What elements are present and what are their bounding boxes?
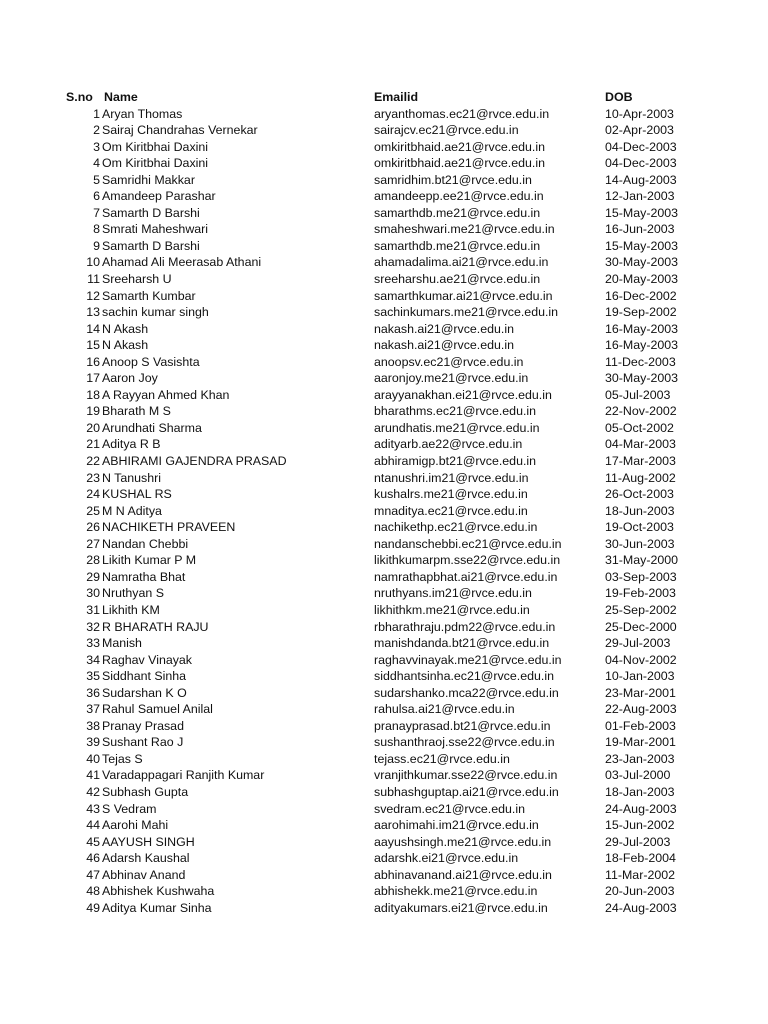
table-row bbox=[66, 436, 715, 453]
row-email: pranayprasad.bt21@rvce.edu.in bbox=[374, 718, 551, 733]
row-email: abhiramigp.bt21@rvce.edu.in bbox=[374, 454, 537, 469]
row-sno: 23 bbox=[86, 470, 100, 485]
row-name: Arundhati Sharma bbox=[102, 420, 202, 435]
table-row bbox=[66, 701, 715, 718]
table-row bbox=[66, 767, 715, 784]
table-row bbox=[66, 619, 715, 636]
row-email: samarthdb.me21@rvce.edu.in bbox=[374, 238, 541, 253]
row-sno: 49 bbox=[86, 900, 100, 915]
row-sno: 11 bbox=[87, 272, 100, 287]
row-sno: 44 bbox=[86, 818, 100, 833]
row-sno: 45 bbox=[86, 834, 100, 849]
row-dob: 10-Apr-2003 bbox=[605, 106, 674, 121]
table-row bbox=[66, 155, 715, 172]
row-sno: 39 bbox=[86, 735, 100, 750]
table-row bbox=[66, 139, 715, 156]
row-name: Likith Kumar P M bbox=[102, 553, 197, 568]
row-sno: 24 bbox=[86, 487, 100, 502]
row-email: svedram.ec21@rvce.edu.in bbox=[374, 801, 526, 816]
row-dob: 15-May-2003 bbox=[605, 205, 679, 220]
row-email: namrathapbhat.ai21@rvce.edu.in bbox=[374, 569, 558, 584]
row-email: rbharathraju.pdm22@rvce.edu.in bbox=[374, 619, 556, 634]
row-sno: 32 bbox=[86, 619, 100, 634]
row-dob: 19-Oct-2003 bbox=[605, 520, 674, 535]
row-email: likithkumarpm.sse22@rvce.edu.in bbox=[374, 553, 561, 568]
row-email: aryanthomas.ec21@rvce.edu.in bbox=[374, 106, 550, 121]
table-row bbox=[66, 354, 715, 371]
row-name: Abhinav Anand bbox=[102, 867, 186, 882]
row-name: Anoop S Vasishta bbox=[102, 354, 200, 369]
row-sno: 37 bbox=[86, 702, 100, 717]
table-row bbox=[66, 817, 715, 834]
row-sno: 34 bbox=[86, 652, 100, 667]
table-row bbox=[66, 801, 715, 818]
table-row bbox=[66, 188, 715, 205]
row-name: ABHIRAMI GAJENDRA PRASAD bbox=[102, 454, 287, 469]
table-row bbox=[66, 668, 715, 685]
row-name: N Akash bbox=[102, 321, 149, 336]
row-email: nakash.ai21@rvce.edu.in bbox=[374, 338, 515, 353]
row-email: mnaditya.ec21@rvce.edu.in bbox=[374, 503, 528, 518]
row-sno: 30 bbox=[86, 586, 100, 601]
row-email: aarohimahi.im21@rvce.edu.in bbox=[374, 818, 539, 833]
row-email: raghavvinayak.me21@rvce.edu.in bbox=[374, 652, 562, 667]
row-name: Nruthyan S bbox=[102, 586, 164, 601]
row-sno: 35 bbox=[86, 669, 100, 684]
table-row bbox=[66, 784, 715, 801]
row-sno: 33 bbox=[86, 636, 100, 651]
table-row bbox=[66, 238, 715, 255]
row-name: Sudarshan K O bbox=[102, 685, 187, 700]
row-dob: 29-Jul-2003 bbox=[605, 636, 671, 651]
row-name: AAYUSH SINGH bbox=[102, 834, 195, 849]
row-dob: 29-Jul-2003 bbox=[605, 834, 671, 849]
row-name: R BHARATH RAJU bbox=[102, 619, 209, 634]
table-row bbox=[66, 486, 715, 503]
row-dob: 11-Aug-2002 bbox=[605, 470, 676, 485]
row-sno: 31 bbox=[86, 602, 100, 617]
row-name: N Akash bbox=[102, 338, 149, 353]
row-sno: 16 bbox=[86, 354, 100, 369]
header-row bbox=[66, 89, 715, 106]
row-name: Om Kiritbhai Daxini bbox=[102, 139, 209, 154]
table-row bbox=[66, 106, 715, 123]
row-sno: 20 bbox=[86, 420, 100, 435]
row-name: Siddhant Sinha bbox=[102, 669, 187, 684]
row-dob: 31-May-2000 bbox=[605, 553, 679, 568]
row-name: Tejas S bbox=[102, 751, 143, 766]
row-dob: 25-Sep-2002 bbox=[605, 602, 677, 617]
row-sno: 22 bbox=[86, 454, 100, 469]
row-dob: 18-Jun-2003 bbox=[605, 503, 675, 518]
row-email: sachinkumars.me21@rvce.edu.in bbox=[374, 305, 559, 320]
table-row bbox=[66, 403, 715, 420]
table-row bbox=[66, 503, 715, 520]
row-dob: 15-May-2003 bbox=[605, 238, 679, 253]
row-dob: 30-Jun-2003 bbox=[605, 536, 675, 551]
table-row bbox=[66, 850, 715, 867]
row-name: Om Kiritbhai Daxini bbox=[102, 156, 209, 171]
row-sno: 9 bbox=[93, 238, 100, 253]
row-name: Subhash Gupta bbox=[102, 784, 189, 799]
row-sno: 27 bbox=[86, 536, 100, 551]
table-row bbox=[66, 122, 715, 139]
row-dob: 04-Nov-2002 bbox=[605, 652, 677, 667]
row-sno: 14 bbox=[86, 321, 100, 336]
row-sno: 12 bbox=[86, 288, 100, 303]
header-name: Name bbox=[104, 90, 138, 104]
row-dob: 22-Nov-2002 bbox=[605, 404, 677, 419]
row-dob: 02-Apr-2003 bbox=[605, 123, 674, 138]
row-email: samridhim.bt21@rvce.edu.in bbox=[374, 172, 532, 187]
row-name: Samridhi Makkar bbox=[102, 172, 195, 187]
row-dob: 03-Sep-2003 bbox=[605, 569, 677, 584]
row-dob: 04-Dec-2003 bbox=[605, 139, 677, 154]
table-row bbox=[66, 900, 715, 917]
row-dob: 23-Mar-2001 bbox=[605, 685, 676, 700]
row-email: amandeepp.ee21@rvce.edu.in bbox=[374, 189, 544, 204]
row-sno: 43 bbox=[86, 801, 100, 816]
row-name: Rahul Samuel Anilal bbox=[102, 702, 213, 717]
row-dob: 23-Jan-2003 bbox=[605, 751, 675, 766]
row-sno: 6 bbox=[93, 189, 100, 204]
row-name: Amandeep Parashar bbox=[102, 189, 216, 204]
table-row bbox=[66, 602, 715, 619]
row-name: Sairaj Chandrahas Vernekar bbox=[102, 123, 258, 138]
table-body bbox=[66, 106, 715, 917]
row-sno: 13 bbox=[86, 305, 100, 320]
row-dob: 30-May-2003 bbox=[605, 371, 679, 386]
row-email: ahamadalima.ai21@rvce.edu.in bbox=[374, 255, 549, 270]
row-email: vranjithkumar.sse22@rvce.edu.in bbox=[374, 768, 558, 783]
row-email: arundhatis.me21@rvce.edu.in bbox=[374, 420, 540, 435]
table-row bbox=[66, 370, 715, 387]
header-sno: S.no bbox=[66, 90, 93, 104]
row-dob: 16-Jun-2003 bbox=[605, 222, 675, 237]
table-row bbox=[66, 172, 715, 189]
row-name: Raghav Vinayak bbox=[102, 652, 193, 667]
row-dob: 25-Dec-2000 bbox=[605, 619, 677, 634]
row-sno: 5 bbox=[93, 172, 100, 187]
row-name: Namratha Bhat bbox=[102, 569, 186, 584]
row-email: aaronjoy.me21@rvce.edu.in bbox=[374, 371, 529, 386]
row-email: samarthkumar.ai21@rvce.edu.in bbox=[374, 288, 553, 303]
row-dob: 16-May-2003 bbox=[605, 338, 679, 353]
row-name: Aarohi Mahi bbox=[102, 818, 169, 833]
row-email: subhashguptap.ai21@rvce.edu.in bbox=[374, 784, 559, 799]
row-sno: 42 bbox=[86, 784, 100, 799]
row-name: Smrati Maheshwari bbox=[102, 222, 209, 237]
row-dob: 19-Feb-2003 bbox=[605, 586, 676, 601]
row-name: S Vedram bbox=[102, 801, 157, 816]
row-email: sairajcv.ec21@rvce.edu.in bbox=[374, 123, 519, 138]
row-dob: 24-Aug-2003 bbox=[605, 900, 677, 915]
row-sno: 7 bbox=[93, 205, 100, 220]
row-email: nandanschebbi.ec21@rvce.edu.in bbox=[374, 536, 562, 551]
row-sno: 4 bbox=[93, 156, 100, 171]
table-row bbox=[66, 569, 715, 586]
table-row bbox=[66, 536, 715, 553]
row-email: adityarb.ae22@rvce.edu.in bbox=[374, 437, 523, 452]
row-name: Manish bbox=[102, 636, 142, 651]
row-email: siddhantsinha.ec21@rvce.edu.in bbox=[374, 669, 554, 684]
row-name: M N Aditya bbox=[102, 503, 162, 518]
table-row bbox=[66, 585, 715, 602]
row-sno: 36 bbox=[86, 685, 100, 700]
row-name: Adarsh Kaushal bbox=[102, 851, 190, 866]
row-name: Samarth Kumbar bbox=[102, 288, 196, 303]
row-name: N Tanushri bbox=[102, 470, 161, 485]
row-dob: 11-Mar-2002 bbox=[605, 867, 676, 882]
row-email: adityakumars.ei21@rvce.edu.in bbox=[374, 900, 548, 915]
row-name: NACHIKETH PRAVEEN bbox=[102, 520, 236, 535]
row-name: Samarth D Barshi bbox=[102, 205, 200, 220]
row-email: abhinavanand.ai21@rvce.edu.in bbox=[374, 867, 552, 882]
table-row bbox=[66, 321, 715, 338]
row-dob: 19-Sep-2002 bbox=[605, 305, 677, 320]
table-row bbox=[66, 652, 715, 669]
row-name: A Rayyan Ahmed Khan bbox=[102, 387, 230, 402]
row-dob: 20-May-2003 bbox=[605, 272, 679, 287]
row-name: Abhishek Kushwaha bbox=[102, 884, 215, 899]
row-name: Bharath M S bbox=[102, 404, 171, 419]
row-name: Aditya Kumar Sinha bbox=[102, 900, 212, 915]
row-name: Pranay Prasad bbox=[102, 718, 184, 733]
student-table bbox=[66, 89, 715, 916]
row-sno: 1 bbox=[93, 106, 100, 121]
row-sno: 2 bbox=[93, 123, 100, 138]
row-sno: 48 bbox=[86, 884, 100, 899]
row-dob: 19-Mar-2001 bbox=[605, 735, 676, 750]
row-email: omkiritbhaid.ae21@rvce.edu.in bbox=[374, 139, 545, 154]
row-name: Nandan Chebbi bbox=[102, 536, 189, 551]
row-email: omkiritbhaid.ae21@rvce.edu.in bbox=[374, 156, 545, 171]
row-email: aayushsingh.me21@rvce.edu.in bbox=[374, 834, 552, 849]
row-email: sudarshanko.mca22@rvce.edu.in bbox=[374, 685, 559, 700]
table-row bbox=[66, 635, 715, 652]
row-dob: 16-Dec-2002 bbox=[605, 288, 677, 303]
row-sno: 15 bbox=[86, 338, 100, 353]
row-dob: 04-Mar-2003 bbox=[605, 437, 676, 452]
table-row bbox=[66, 718, 715, 735]
row-email: anoopsv.ec21@rvce.edu.in bbox=[374, 354, 524, 369]
row-email: kushalrs.me21@rvce.edu.in bbox=[374, 487, 528, 502]
table-row bbox=[66, 288, 715, 305]
row-sno: 3 bbox=[93, 139, 100, 154]
header-dob: DOB bbox=[605, 90, 633, 104]
header-email: Emailid bbox=[374, 90, 419, 104]
row-sno: 26 bbox=[86, 520, 100, 535]
row-name: Sushant Rao J bbox=[102, 735, 184, 750]
row-name: Samarth D Barshi bbox=[102, 238, 200, 253]
row-name: Aditya R B bbox=[102, 437, 161, 452]
row-email: manishdanda.bt21@rvce.edu.in bbox=[374, 636, 550, 651]
row-name: Ahamad Ali Meerasab Athani bbox=[102, 255, 262, 270]
row-dob: 12-Jan-2003 bbox=[605, 189, 675, 204]
table-row bbox=[66, 519, 715, 536]
row-dob: 24-Aug-2003 bbox=[605, 801, 677, 816]
table-row bbox=[66, 751, 715, 768]
row-sno: 17 bbox=[86, 371, 100, 386]
table-row bbox=[66, 271, 715, 288]
table-row bbox=[66, 883, 715, 900]
row-email: samarthdb.me21@rvce.edu.in bbox=[374, 205, 541, 220]
row-name: Aaron Joy bbox=[102, 371, 158, 386]
row-email: bharathms.ec21@rvce.edu.in bbox=[374, 404, 537, 419]
table-row bbox=[66, 453, 715, 470]
row-email: abhishekk.me21@rvce.edu.in bbox=[374, 884, 538, 899]
table-row bbox=[66, 420, 715, 437]
row-dob: 20-Jun-2003 bbox=[605, 884, 675, 899]
row-name: Likhith KM bbox=[102, 602, 160, 617]
row-email: sreeharshu.ae21@rvce.edu.in bbox=[374, 272, 541, 287]
row-name: Aryan Thomas bbox=[102, 106, 183, 121]
table-row bbox=[66, 221, 715, 238]
row-dob: 22-Aug-2003 bbox=[605, 702, 677, 717]
row-sno: 18 bbox=[86, 387, 100, 402]
row-dob: 01-Feb-2003 bbox=[605, 718, 676, 733]
row-dob: 30-May-2003 bbox=[605, 255, 679, 270]
row-dob: 11-Dec-2003 bbox=[605, 354, 676, 369]
row-dob: 18-Jan-2003 bbox=[605, 784, 675, 799]
table-row bbox=[66, 254, 715, 271]
row-sno: 41 bbox=[86, 768, 100, 783]
table-row bbox=[66, 304, 715, 321]
row-dob: 17-Mar-2003 bbox=[605, 454, 676, 469]
row-sno: 19 bbox=[86, 404, 100, 419]
row-email: rahulsa.ai21@rvce.edu.in bbox=[374, 702, 515, 717]
row-name: Varadappagari Ranjith Kumar bbox=[102, 768, 265, 783]
row-dob: 15-Jun-2002 bbox=[605, 818, 675, 833]
row-name: KUSHAL RS bbox=[102, 487, 172, 502]
row-email: likhithkm.me21@rvce.edu.in bbox=[374, 602, 530, 617]
row-dob: 03-Jul-2000 bbox=[605, 768, 671, 783]
row-dob: 16-May-2003 bbox=[605, 321, 679, 336]
row-dob: 04-Dec-2003 bbox=[605, 156, 677, 171]
row-dob: 14-Aug-2003 bbox=[605, 172, 677, 187]
row-sno: 10 bbox=[86, 255, 100, 270]
row-email: tejass.ec21@rvce.edu.in bbox=[374, 751, 510, 766]
table-row bbox=[66, 470, 715, 487]
row-dob: 10-Jan-2003 bbox=[605, 669, 675, 684]
row-email: ntanushri.im21@rvce.edu.in bbox=[374, 470, 529, 485]
row-dob: 26-Oct-2003 bbox=[605, 487, 674, 502]
table-row bbox=[66, 337, 715, 354]
table-row bbox=[66, 867, 715, 884]
row-sno: 40 bbox=[86, 751, 100, 766]
row-sno: 25 bbox=[86, 503, 100, 518]
table-row bbox=[66, 205, 715, 222]
table-row bbox=[66, 685, 715, 702]
row-name: sachin kumar singh bbox=[102, 305, 209, 320]
row-sno: 21 bbox=[86, 437, 100, 452]
row-sno: 28 bbox=[86, 553, 100, 568]
row-email: adarshk.ei21@rvce.edu.in bbox=[374, 851, 519, 866]
row-dob: 05-Jul-2003 bbox=[605, 387, 671, 402]
row-name: Sreeharsh U bbox=[102, 272, 172, 287]
row-email: arayyanakhan.ei21@rvce.edu.in bbox=[374, 387, 552, 402]
row-email: nakash.ai21@rvce.edu.in bbox=[374, 321, 515, 336]
row-sno: 29 bbox=[86, 569, 100, 584]
row-email: sushanthraoj.sse22@rvce.edu.in bbox=[374, 735, 555, 750]
row-sno: 46 bbox=[86, 851, 100, 866]
row-email: nruthyans.im21@rvce.edu.in bbox=[374, 586, 532, 601]
table-row bbox=[66, 834, 715, 851]
row-dob: 05-Oct-2002 bbox=[605, 420, 674, 435]
row-email: smaheshwari.me21@rvce.edu.in bbox=[374, 222, 555, 237]
row-sno: 8 bbox=[93, 222, 100, 237]
row-email: nachikethp.ec21@rvce.edu.in bbox=[374, 520, 538, 535]
row-sno: 38 bbox=[86, 718, 100, 733]
row-sno: 47 bbox=[86, 867, 100, 882]
table-row bbox=[66, 552, 715, 569]
table-row bbox=[66, 734, 715, 751]
row-dob: 18-Feb-2004 bbox=[605, 851, 676, 866]
table-row bbox=[66, 387, 715, 404]
